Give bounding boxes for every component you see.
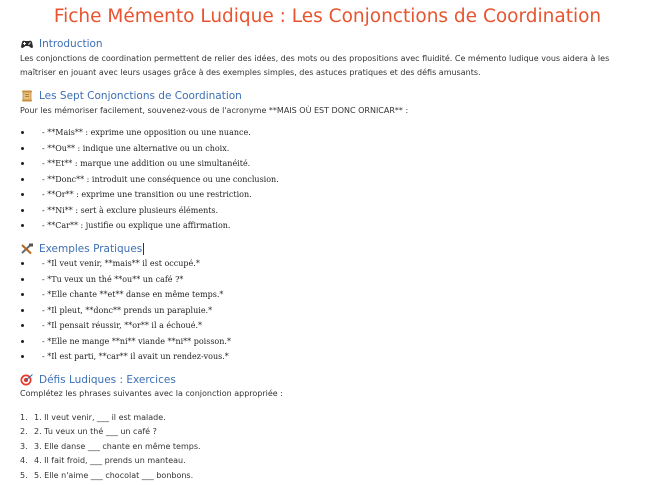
bullet [21,355,24,358]
bullet [21,324,24,327]
seven-text: Pour les mémoriser facilement, souvenez-vous de l'acronyme **MAIS OÙ EST DONC ORNICAR** : [20,106,409,115]
exercise-list [20,410,201,483]
list-item: 3. 3. Elle danse ___ chante en même temps. [20,441,201,451]
list-item: - **Or** : exprime une transition ou une restriction. [20,187,279,203]
list-item: - *Il est parti, **car** il avait un rendez-vous.* [20,349,231,365]
list-item: - *Il pleut, **donc** prends un parapluie.* [20,303,231,319]
seven-heading-label: Les Sept Conjonctions de Coordination [39,90,242,102]
bullet [21,309,24,312]
examples-heading [20,243,144,255]
target-icon [20,374,34,386]
bullet [21,209,24,212]
list-item: 4. 4. Il fait froid, ___ prends un manteau. [20,456,186,466]
bullet [21,278,24,281]
examples-list [20,256,231,365]
intro-heading-label: Introduction [39,38,103,50]
exercises-text: Complétez les phrases suivantes avec la conjonction appropriée : [20,389,283,398]
exercises-heading [20,374,176,386]
list-item: 5. 5. Elle n'aime ___ chocolat ___ bonbons. [20,470,194,480]
bullet [21,131,24,134]
list-item: - *Il veut venir, **mais** il est occupé.* [20,256,231,272]
list-item: - *Elle ne mange **ni** viande **ni** poisson.* [20,334,231,350]
list-item: - **Ou** : indique une alternative ou un choix. [20,141,279,157]
list-item: - **Car** : justifie ou explique une affirmation. [20,218,279,234]
bullet [21,162,24,165]
gamepad-icon [20,38,34,50]
list-item: - **Et** : marque une addition ou une simultanéité. [20,156,279,172]
list-item: 2. 2. Tu veux un thé ___ un café ? [20,427,157,437]
list-item: - *Il pensait réussir, **or** il a échoué.* [20,318,231,334]
scroll-icon [20,90,34,102]
list-item: - *Elle chante **et** danse en même temps.* [20,287,231,303]
bullet [21,193,24,196]
seven-heading [20,90,242,102]
bullet [21,340,24,343]
examples-heading-label: Exemples Pratiques [39,243,143,255]
list-item: - **Mais** : exprime une opposition ou une nuance. [20,125,279,141]
list-item: - *Tu veux un thé **ou** un café ?* [20,272,231,288]
bullet [21,224,24,227]
list-item: 1. 1. Il veut venir, ___ il est malade. [20,412,166,422]
tools-icon [20,243,34,255]
page-title: Fiche Mémento Ludique : Les Conjonctions de Coordination [53,6,602,27]
exercises-heading-label: Défis Ludiques : Exercices [39,374,176,386]
conjunction-list [20,125,279,234]
list-item: - **Ni** : sert à exclure plusieurs éléments. [20,203,279,219]
intro-heading [20,38,103,50]
bullet [21,178,24,181]
intro-text: Les conjonctions de coordination permettent de relier des idées, des mots ou des propositions avec fluidité. Ce mémento ludique vous aidera à les maîtriser en jouant avec leurs usages grâce à des exemples simples, des astuces pratiques et des défis amusants. [20,54,610,77]
text-cursor [143,243,144,255]
list-item: - **Donc** : introduit une conséquence ou une conclusion. [20,172,279,188]
bullet [21,262,24,265]
bullet [21,293,24,296]
bullet [21,147,24,150]
